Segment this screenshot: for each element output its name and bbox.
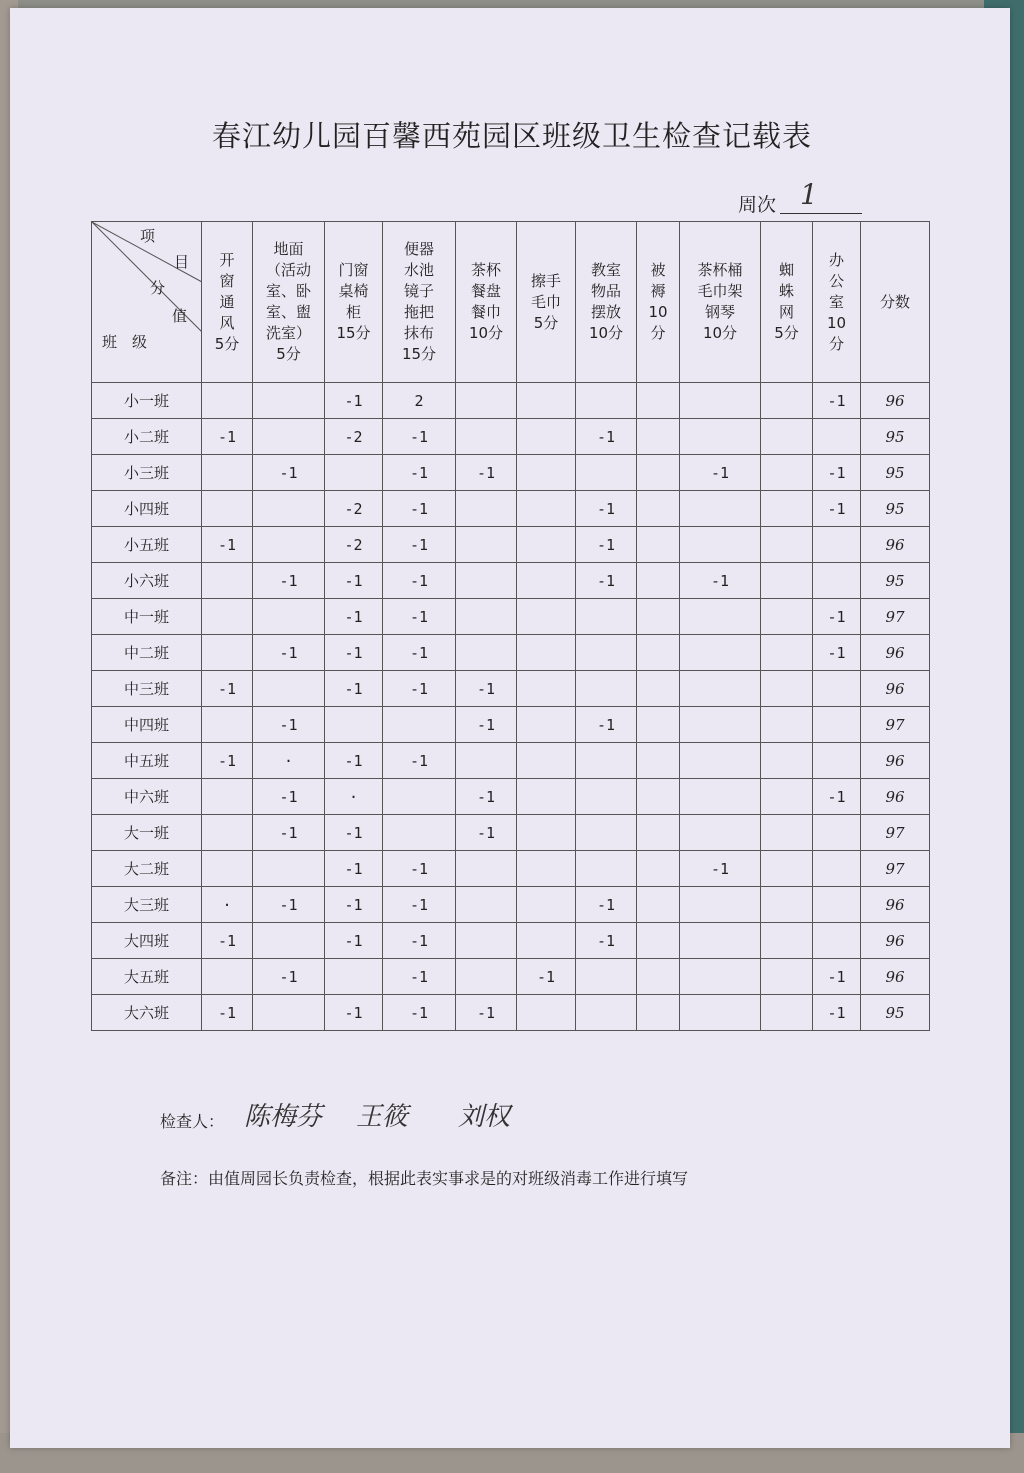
deduction-cell: -1: [456, 455, 517, 491]
score-cell: 96: [861, 743, 930, 779]
deduction-cell: [383, 707, 456, 743]
column-header: [202, 222, 253, 383]
deduction-cell: [637, 383, 680, 419]
signature-2: 王筱: [356, 1102, 409, 1132]
deduction-cell: [637, 635, 680, 671]
deduction-cell: [253, 671, 325, 707]
deduction-cell: [761, 527, 813, 563]
column-header-label: 茶杯桶 毛巾架 钢琴 10分: [697, 261, 743, 342]
deduction-cell: [637, 743, 680, 779]
deduction-cell: [517, 923, 576, 959]
deduction-cell: -1: [202, 527, 253, 563]
deduction-cell: [325, 707, 383, 743]
table-row: [92, 815, 930, 851]
class-name-cell: 小二班: [92, 419, 202, 455]
deduction-cell: [680, 887, 761, 923]
column-header-label: 开 窗 通 风 5分: [214, 250, 240, 353]
deduction-cell: -1: [325, 887, 383, 923]
column-header-label: 门窗 桌椅 柜 15分: [336, 261, 371, 342]
deduction-cell: [637, 671, 680, 707]
deduction-cell: [576, 815, 637, 851]
column-header: [253, 222, 325, 383]
class-name-cell: 中一班: [92, 599, 202, 635]
class-name-cell: 大三班: [92, 887, 202, 923]
table-row: [92, 671, 930, 707]
deduction-cell: [456, 491, 517, 527]
deduction-cell: [325, 959, 383, 995]
deduction-cell: [253, 599, 325, 635]
deduction-cell: -1: [325, 383, 383, 419]
deduction-cell: [637, 959, 680, 995]
deduction-cell: -1: [383, 599, 456, 635]
score-cell: 96: [861, 923, 930, 959]
deduction-cell: [813, 671, 861, 707]
deduction-cell: -2: [325, 419, 383, 455]
deduction-cell: -1: [253, 455, 325, 491]
deduction-cell: -1: [383, 959, 456, 995]
deduction-cell: [761, 491, 813, 527]
deduction-cell: [813, 743, 861, 779]
score-cell: 97: [861, 851, 930, 887]
deduction-cell: [517, 815, 576, 851]
deduction-cell: [813, 707, 861, 743]
deduction-cell: [637, 815, 680, 851]
deduction-cell: [576, 851, 637, 887]
deduction-cell: -1: [383, 563, 456, 599]
deduction-cell: [456, 599, 517, 635]
deduction-cell: [456, 959, 517, 995]
deduction-cell: -1: [325, 635, 383, 671]
deduction-cell: [253, 851, 325, 887]
deduction-cell: -1: [325, 563, 383, 599]
deduction-cell: [637, 707, 680, 743]
score-cell: 97: [861, 707, 930, 743]
score-cell: 96: [861, 383, 930, 419]
deduction-cell: [761, 635, 813, 671]
score-cell: 95: [861, 455, 930, 491]
deduction-cell: -1: [202, 923, 253, 959]
note-text: 备注：由值周园长负责检查，根据此表实事求是的对班级消毒工作进行填写: [160, 1169, 689, 1188]
deduction-cell: -1: [383, 419, 456, 455]
deduction-cell: [761, 707, 813, 743]
table-row: [92, 995, 930, 1031]
deduction-cell: [761, 671, 813, 707]
deduction-cell: -1: [680, 851, 761, 887]
score-cell: 95: [861, 995, 930, 1031]
table-row: [92, 887, 930, 923]
corner-fen-label: 分: [150, 279, 166, 297]
deduction-cell: [202, 383, 253, 419]
deduction-cell: [517, 527, 576, 563]
deduction-cell: [761, 959, 813, 995]
deduction-cell: [761, 779, 813, 815]
class-name-cell: 中六班: [92, 779, 202, 815]
deduction-cell: [576, 599, 637, 635]
deduction-cell: -1: [576, 491, 637, 527]
deduction-cell: -1: [383, 635, 456, 671]
class-name-cell: 小一班: [92, 383, 202, 419]
deduction-cell: [680, 383, 761, 419]
deduction-cell: -1: [253, 815, 325, 851]
class-name-cell: 小五班: [92, 527, 202, 563]
table-body: [92, 383, 930, 1031]
deduction-cell: [576, 635, 637, 671]
deduction-cell: [761, 995, 813, 1031]
deduction-cell: [576, 383, 637, 419]
deduction-cell: -1: [456, 779, 517, 815]
column-header: [325, 222, 383, 383]
table-row: [92, 563, 930, 599]
deduction-cell: -1: [456, 671, 517, 707]
deduction-cell: [456, 887, 517, 923]
deduction-cell: [253, 527, 325, 563]
deduction-cell: [637, 455, 680, 491]
deduction-cell: [761, 815, 813, 851]
week-underline: [780, 213, 862, 214]
deduction-cell: [637, 923, 680, 959]
deduction-cell: [517, 599, 576, 635]
deduction-cell: 2: [383, 383, 456, 419]
deduction-cell: -1: [325, 995, 383, 1031]
deduction-cell: [680, 419, 761, 455]
deduction-cell: -1: [202, 995, 253, 1031]
column-header-label: 被 褥 10 分: [648, 261, 668, 342]
corner-mu-label: 目: [174, 253, 190, 271]
deduction-cell: [761, 887, 813, 923]
deduction-cell: -1: [383, 455, 456, 491]
deduction-cell: [637, 491, 680, 527]
deduction-cell: -1: [456, 995, 517, 1031]
column-header: [637, 222, 680, 383]
deduction-cell: [813, 419, 861, 455]
deduction-cell: -1: [383, 851, 456, 887]
corner-class-label: 班 级: [102, 333, 148, 351]
deduction-cell: [761, 419, 813, 455]
deduction-cell: -1: [325, 923, 383, 959]
column-header-label: 茶杯 餐盘 餐巾 10分: [468, 261, 504, 342]
header-row: [92, 222, 930, 383]
column-header: [576, 222, 637, 383]
deduction-cell: [576, 743, 637, 779]
deduction-cell: [761, 599, 813, 635]
deduction-cell: -1: [383, 743, 456, 779]
table-row: [92, 743, 930, 779]
deduction-cell: -1: [325, 671, 383, 707]
deduction-cell: [253, 419, 325, 455]
column-header-label: 分数: [879, 292, 910, 311]
deduction-cell: [325, 455, 383, 491]
deduction-cell: -1: [253, 887, 325, 923]
deduction-cell: [637, 599, 680, 635]
deduction-cell: -1: [813, 635, 861, 671]
class-name-cell: 小六班: [92, 563, 202, 599]
class-name-cell: 大四班: [92, 923, 202, 959]
table-row: [92, 599, 930, 635]
deduction-cell: [456, 923, 517, 959]
score-cell: 97: [861, 599, 930, 635]
table-row: [92, 959, 930, 995]
deduction-cell: [517, 491, 576, 527]
deduction-cell: -1: [456, 815, 517, 851]
deduction-cell: -1: [253, 959, 325, 995]
deduction-cell: [253, 923, 325, 959]
deduction-cell: -1: [383, 995, 456, 1031]
deduction-cell: [456, 743, 517, 779]
deduction-cell: [456, 383, 517, 419]
deduction-cell: [680, 995, 761, 1031]
column-header: [383, 222, 456, 383]
table-row: [92, 527, 930, 563]
deduction-cell: [456, 851, 517, 887]
class-name-cell: 中四班: [92, 707, 202, 743]
table-row: [92, 455, 930, 491]
deduction-cell: -1: [325, 851, 383, 887]
table-row: [92, 779, 930, 815]
page-title: 春江幼儿园百馨西苑园区班级卫生检查记载表: [211, 119, 812, 153]
deduction-cell: -1: [813, 959, 861, 995]
deduction-cell: -1: [325, 599, 383, 635]
deduction-cell: -1: [680, 563, 761, 599]
deduction-cell: [202, 959, 253, 995]
deduction-cell: -1: [383, 887, 456, 923]
class-name-cell: 中五班: [92, 743, 202, 779]
deduction-cell: [637, 779, 680, 815]
deduction-cell: [813, 923, 861, 959]
deduction-cell: [576, 959, 637, 995]
signature-1: 陈梅芬: [244, 1102, 323, 1132]
deduction-cell: [637, 851, 680, 887]
score-cell: 96: [861, 527, 930, 563]
deduction-cell: [680, 707, 761, 743]
deduction-cell: [202, 599, 253, 635]
deduction-cell: -1: [383, 491, 456, 527]
deduction-cell: [456, 419, 517, 455]
deduction-cell: [680, 599, 761, 635]
deduction-cell: -1: [202, 671, 253, 707]
deduction-cell: -1: [813, 599, 861, 635]
deduction-cell: -1: [576, 923, 637, 959]
deduction-cell: [517, 419, 576, 455]
column-header-score: [861, 222, 930, 383]
deduction-cell: [637, 527, 680, 563]
deduction-cell: [253, 995, 325, 1031]
deduction-cell: -1: [253, 635, 325, 671]
column-header-label: 便器 水池 镜子 拖把 抹布 15分: [401, 240, 437, 363]
score-cell: 96: [861, 887, 930, 923]
deduction-cell: [813, 563, 861, 599]
deduction-cell: [637, 887, 680, 923]
deduction-cell: [202, 707, 253, 743]
class-name-cell: 大六班: [92, 995, 202, 1031]
deduction-cell: [761, 383, 813, 419]
deduction-cell: -1: [576, 563, 637, 599]
deduction-cell: -1: [576, 707, 637, 743]
week-value: 1: [800, 178, 818, 211]
class-name-cell: 大五班: [92, 959, 202, 995]
deduction-cell: [517, 383, 576, 419]
deduction-cell: -1: [517, 959, 576, 995]
deduction-cell: [517, 455, 576, 491]
deduction-cell: [813, 527, 861, 563]
deduction-cell: -2: [325, 527, 383, 563]
deduction-cell: [517, 887, 576, 923]
deduction-cell: [680, 815, 761, 851]
table-row: [92, 635, 930, 671]
table-row: [92, 707, 930, 743]
deduction-cell: [813, 851, 861, 887]
deduction-cell: -1: [813, 455, 861, 491]
deduction-cell: [456, 635, 517, 671]
deduction-cell: -1: [813, 383, 861, 419]
deduction-cell: -1: [202, 743, 253, 779]
column-header-label: 蜘 蛛 网 5分: [774, 261, 799, 342]
deduction-cell: [202, 779, 253, 815]
deduction-cell: [680, 671, 761, 707]
deduction-cell: [202, 563, 253, 599]
table-row: [92, 383, 930, 419]
deduction-cell: [637, 419, 680, 455]
deduction-cell: [680, 743, 761, 779]
corner-header: [92, 222, 202, 383]
deduction-cell: -1: [576, 527, 637, 563]
deduction-cell: [517, 635, 576, 671]
deduction-cell: [637, 563, 680, 599]
deduction-cell: [202, 815, 253, 851]
deduction-cell: [202, 851, 253, 887]
deduction-cell: -1: [456, 707, 517, 743]
deduction-cell: [517, 851, 576, 887]
deduction-cell: -1: [383, 671, 456, 707]
table-row: [92, 851, 930, 887]
deduction-cell: [813, 815, 861, 851]
deduction-cell: [517, 707, 576, 743]
deduction-cell: -1: [325, 743, 383, 779]
deduction-cell: [253, 491, 325, 527]
deduction-cell: [517, 563, 576, 599]
table-row: [92, 923, 930, 959]
column-header: [680, 222, 761, 383]
deduction-cell: -1: [680, 455, 761, 491]
deduction-cell: [680, 959, 761, 995]
signature-3: 刘权: [458, 1102, 511, 1132]
deduction-cell: [517, 995, 576, 1031]
corner-item-label: 项: [140, 227, 156, 245]
deduction-cell: -1: [253, 779, 325, 815]
column-header-label: 擦手 毛巾 5分: [530, 271, 561, 332]
column-header: [456, 222, 517, 383]
deduction-cell: -1: [383, 923, 456, 959]
column-header-label: 教室 物品 摆放 10分: [588, 261, 624, 342]
deduction-cell: [576, 671, 637, 707]
deduction-cell: -1: [576, 887, 637, 923]
deduction-cell: ·: [202, 887, 253, 923]
deduction-cell: -1: [576, 419, 637, 455]
deduction-cell: [680, 635, 761, 671]
deduction-cell: [761, 851, 813, 887]
deduction-cell: [761, 743, 813, 779]
class-name-cell: 小三班: [92, 455, 202, 491]
deduction-cell: -1: [325, 815, 383, 851]
deduction-cell: -1: [383, 527, 456, 563]
deduction-cell: -2: [325, 491, 383, 527]
deduction-cell: -1: [813, 995, 861, 1031]
column-header-label: 办 公 室 10 分: [826, 250, 847, 353]
inspection-table: [91, 221, 930, 1031]
deduction-cell: [202, 491, 253, 527]
deduction-cell: [680, 491, 761, 527]
deduction-cell: [761, 923, 813, 959]
deduction-cell: -1: [253, 707, 325, 743]
deduction-cell: [576, 455, 637, 491]
column-header: [517, 222, 576, 383]
score-cell: 95: [861, 491, 930, 527]
deduction-cell: [576, 995, 637, 1031]
score-cell: 95: [861, 563, 930, 599]
score-cell: 97: [861, 815, 930, 851]
deduction-cell: ·: [253, 743, 325, 779]
class-name-cell: 中三班: [92, 671, 202, 707]
deduction-cell: -1: [813, 779, 861, 815]
score-cell: 96: [861, 959, 930, 995]
score-cell: 95: [861, 419, 930, 455]
deduction-cell: [517, 779, 576, 815]
deduction-cell: [383, 779, 456, 815]
class-name-cell: 大二班: [92, 851, 202, 887]
deduction-cell: ·: [325, 779, 383, 815]
deduction-cell: -1: [253, 563, 325, 599]
deduction-cell: [813, 887, 861, 923]
deduction-cell: [517, 671, 576, 707]
deduction-cell: [576, 779, 637, 815]
score-cell: 96: [861, 779, 930, 815]
class-name-cell: 大一班: [92, 815, 202, 851]
deduction-cell: -1: [813, 491, 861, 527]
deduction-cell: [383, 815, 456, 851]
deduction-cell: [456, 563, 517, 599]
deduction-cell: [680, 923, 761, 959]
table-row: [92, 419, 930, 455]
corner-zhi-label: 值: [172, 307, 188, 325]
deduction-cell: [202, 635, 253, 671]
deduction-cell: [680, 779, 761, 815]
score-cell: 96: [861, 671, 930, 707]
deduction-cell: [456, 527, 517, 563]
deduction-cell: [761, 455, 813, 491]
deduction-cell: [202, 455, 253, 491]
class-name-cell: 小四班: [92, 491, 202, 527]
column-header-label: 地面 （活动 室、卧 室、盥 洗室） 5分: [265, 240, 311, 363]
inspector-label: 检查人：: [160, 1112, 225, 1131]
deduction-cell: [637, 995, 680, 1031]
week-label: 周次: [738, 194, 777, 216]
deduction-cell: [761, 563, 813, 599]
column-header: [761, 222, 813, 383]
deduction-cell: [253, 383, 325, 419]
deduction-cell: -1: [202, 419, 253, 455]
score-cell: 96: [861, 635, 930, 671]
column-header: [813, 222, 861, 383]
deduction-cell: [680, 527, 761, 563]
table-row: [92, 491, 930, 527]
deduction-cell: [517, 743, 576, 779]
class-name-cell: 中二班: [92, 635, 202, 671]
